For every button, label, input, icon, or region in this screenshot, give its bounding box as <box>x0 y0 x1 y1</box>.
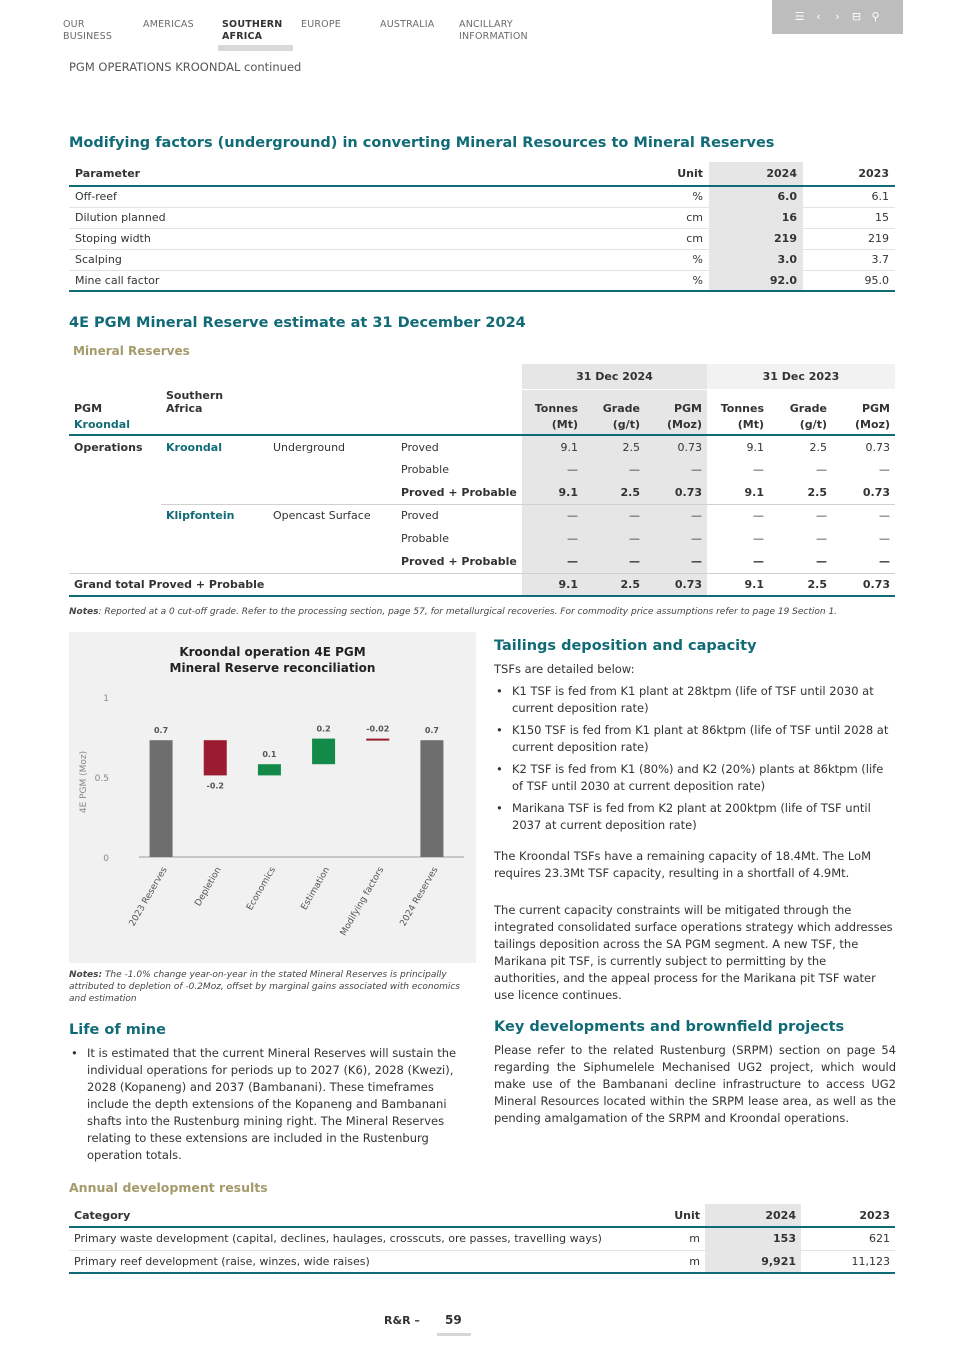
tailings-heading: Tailings deposition and capacity <box>494 638 757 654</box>
cell: 219 <box>803 228 895 249</box>
cell: 6.1 <box>803 186 895 207</box>
x-tick-label: 2024 Reserves <box>398 865 441 929</box>
tailings-para-2: The current capacity constraints will be mitigated through the integrated consolidated surface operations strategy which addresses tailings deposition across the SA PGM segment. A new TSF, the Marikana pit TSF, is currently subject to permitting by the authorities, and the appeal process for the Marikana pit TSF water use licence continues. <box>494 903 893 1002</box>
reserve-notes <box>69 606 899 618</box>
tailings-list <box>494 683 894 839</box>
mineral-reserve-table <box>69 364 895 597</box>
cell: 16 <box>709 207 803 228</box>
cell: — <box>583 458 645 481</box>
data-label: 0.1 <box>262 750 277 760</box>
operations-label: Operations <box>74 440 143 454</box>
nav-line: AFRICA <box>222 31 263 42</box>
bar-estimation <box>312 739 335 765</box>
table-row <box>69 186 895 207</box>
cell: — <box>753 532 764 545</box>
page-underline <box>437 1333 471 1336</box>
chevron-left-icon[interactable]: ‹ <box>816 10 821 23</box>
col-pgm: PGM <box>74 402 103 415</box>
cell: — <box>645 504 707 527</box>
table-row <box>69 527 895 550</box>
table-row <box>69 1227 895 1250</box>
modifying-factors-table <box>69 162 895 292</box>
x-tick-label: Estimation <box>299 865 333 913</box>
chart-notes <box>69 969 464 1005</box>
cell: — <box>879 554 890 568</box>
cell: — <box>522 550 583 573</box>
cell: — <box>879 532 890 545</box>
chart-title-line: Kroondal operation 4E PGM <box>179 645 366 659</box>
cell: m <box>629 1227 705 1250</box>
menu-icon[interactable]: ☰ <box>794 10 805 23</box>
nav-americas[interactable] <box>143 19 194 31</box>
nav-line: AUSTRALIA <box>380 19 435 30</box>
cell: — <box>583 550 645 573</box>
chart-title-line: Mineral Reserve reconciliation <box>169 661 376 675</box>
cell: — <box>522 527 583 550</box>
tailings-intro: TSFs are detailed below: <box>494 662 635 676</box>
cell: 11,123 <box>801 1250 895 1273</box>
cell: 0.73 <box>645 481 707 504</box>
cell: Off-reef <box>69 186 629 207</box>
cell: Dilution planned <box>69 207 629 228</box>
cell: — <box>645 527 707 550</box>
cell: — <box>816 509 827 523</box>
grand-total-row <box>69 573 895 596</box>
cell: — <box>522 504 583 527</box>
category: Probable <box>401 463 449 476</box>
data-label: -0.02 <box>366 724 390 734</box>
cell: cm <box>629 228 709 249</box>
period-2024: 31 Dec 2024 <box>522 364 707 389</box>
unit-pgm: (Moz) <box>855 418 890 431</box>
table-row <box>69 207 895 228</box>
cell: 3.0 <box>709 249 803 270</box>
annual-development-table <box>69 1204 895 1274</box>
nav-line: SOUTHERN <box>222 19 283 30</box>
nav-europe[interactable] <box>301 19 341 31</box>
cell: Mine call factor <box>69 270 629 291</box>
cell: 621 <box>801 1227 895 1250</box>
cell: cm <box>629 207 709 228</box>
search-icon[interactable]: ⚲ <box>871 10 880 23</box>
table-row <box>69 504 895 527</box>
table-row <box>69 481 895 504</box>
cell: Primary reef development (raise, winzes, wide raises) <box>69 1250 629 1273</box>
mine-type: Opencast Surface <box>273 509 371 523</box>
mineral-reserves-subheading: Mineral Reserves <box>73 344 190 358</box>
table-row <box>69 270 895 291</box>
unit-header-row <box>69 415 895 435</box>
cell: 0.73 <box>645 435 707 458</box>
cell: 0.73 <box>832 481 895 504</box>
grand-total-label: Grand total Proved + Probable <box>74 577 265 591</box>
nav-australia[interactable] <box>380 19 434 31</box>
col-tonnes-2024: Tonnes <box>522 389 583 415</box>
cell: — <box>645 550 707 573</box>
metric-header-row <box>69 389 895 415</box>
table-row <box>69 458 895 481</box>
col-category: Category <box>69 1204 629 1227</box>
nav-southern-africa[interactable] <box>222 19 282 43</box>
table-row <box>69 249 895 270</box>
bar-depletion <box>204 740 227 775</box>
cell: 6.0 <box>709 186 803 207</box>
data-label: -0.2 <box>206 781 224 791</box>
y-tick-label: 1 <box>103 694 109 704</box>
cell: — <box>816 554 827 568</box>
y-tick-label: 0 <box>103 854 109 864</box>
cell: 92.0 <box>709 270 803 291</box>
list-item: • K2 TSF is fed from K1 (80%) and K2 (20%) plants at 86ktpm (life of TSF until 2030 at current deposition rate) <box>494 761 894 795</box>
unit-tonnes: (Mt) <box>522 415 583 435</box>
nav-our-business[interactable] <box>63 19 112 43</box>
reconciliation-chart <box>69 632 476 963</box>
cell: 9.1 <box>746 440 764 454</box>
period-header-row <box>69 364 895 389</box>
nav-line: AMERICAS <box>143 19 194 30</box>
cell: 0.73 <box>865 440 890 454</box>
cell: 0.73 <box>862 577 890 591</box>
notes-label: Notes <box>69 607 99 617</box>
list-item: • Marikana TSF is fed from K2 plant at 200ktpm (life of TSF until 2037 at current deposition rate) <box>494 800 894 834</box>
life-of-mine-heading: Life of mine <box>69 1022 166 1038</box>
col-parameter: Parameter <box>69 162 629 186</box>
x-tick-label: 2023 Reserves <box>127 865 170 929</box>
cell: 219 <box>709 228 803 249</box>
section-subtitle: PGM OPERATIONS KROONDAL continued <box>69 60 302 74</box>
cell: — <box>583 504 645 527</box>
x-tick-label: Modifying factors <box>338 865 387 938</box>
nav-line: BUSINESS <box>63 31 113 42</box>
key-developments-text: Please refer to the related Rustenburg (SRPM) section on page 54 regarding the Siphumelele Mechanised UG2 project, which would make use of the Bambanani decline infrastructure to access UG2 Mineral Resources located within the SRPM lease area, as well as the pending amalgamation of the SRPM and Kroondal operations. <box>494 1043 896 1125</box>
mine-type: Underground <box>273 440 346 454</box>
active-nav-indicator <box>218 45 293 51</box>
data-label: 0.2 <box>316 724 331 734</box>
tailings-para-1: The Kroondal TSFs have a remaining capacity of 18.4Mt. The LoM requires 23.3Mt TSF capacity, resulting in a shortfall of 4.9Mt. <box>494 849 872 880</box>
cell: 9.1 <box>522 481 583 504</box>
list-item: • K150 TSF is fed from K1 plant at 86ktpm (life of TSF until 2028 at current deposition rate) <box>494 722 894 756</box>
bar-economics <box>258 764 281 775</box>
y-tick-label: 0.5 <box>94 774 109 784</box>
x-tick-label: Depletion <box>193 865 224 909</box>
bar-2024-reserves <box>420 740 443 857</box>
nav-line: EUROPE <box>301 19 341 30</box>
chevron-right-icon[interactable]: › <box>835 10 840 23</box>
table-header-row <box>69 162 895 186</box>
cell: — <box>522 458 583 481</box>
cell: 9.1 <box>522 573 583 596</box>
period-2023: 31 Dec 2023 <box>707 364 895 389</box>
y-axis-label: 4E PGM (Moz) <box>79 750 89 814</box>
cell: Primary waste development (capital, declines, haulages, crosscuts, ore passes, travelling ways) <box>69 1227 629 1250</box>
cell: 15 <box>803 207 895 228</box>
page-number: 59 <box>445 1313 462 1327</box>
reserve-estimate-heading: 4E PGM Mineral Reserve estimate at 31 December 2024 <box>69 315 526 331</box>
modifying-factors-heading: Modifying factors (underground) in converting Mineral Resources to Mineral Reserves <box>69 135 775 151</box>
cell: — <box>879 463 890 476</box>
chart-svg <box>69 632 476 963</box>
cell: % <box>629 270 709 291</box>
category: Proved + Probable <box>401 554 517 568</box>
unit-grade: (g/t) <box>799 418 827 431</box>
cell: % <box>629 186 709 207</box>
cell: 0.73 <box>645 573 707 596</box>
list-item: • K1 TSF is fed from K1 plant at 28ktpm (life of TSF until 2030 at current deposition rate) <box>494 683 894 717</box>
notes-text: : Reported at a 0 cut-off grade. Refer to the processing section, page 57, for metallurgical recoveries. For commodity price assumptions refer to page 19 Section 1. <box>98 607 838 617</box>
nav-line: INFORMATION <box>459 31 528 42</box>
table-row <box>69 228 895 249</box>
category: Proved + Probable <box>396 481 522 504</box>
table-header-row <box>69 1204 895 1227</box>
cell: — <box>753 463 764 476</box>
cell: — <box>879 509 890 523</box>
cell: 2.5 <box>809 440 827 454</box>
col-kroondal: Kroondal <box>74 418 130 431</box>
col-unit: Unit <box>629 1204 705 1227</box>
key-developments-heading: Key developments and brownfield projects <box>494 1019 845 1035</box>
cell: 9.1 <box>744 577 764 591</box>
nav-line: ANCILLARY <box>459 19 513 30</box>
col-grade-2023: Grade <box>789 402 827 415</box>
exit-icon[interactable]: ⊟ <box>851 10 862 23</box>
annual-development-heading: Annual development results <box>69 1180 268 1195</box>
cell: 2.5 <box>769 481 832 504</box>
cell: 2.5 <box>583 481 645 504</box>
col-region: Southern Africa <box>166 389 224 415</box>
x-tick-label: Economics <box>245 865 279 913</box>
col-2024: 2024 <box>705 1204 801 1227</box>
mine-name: Kroondal <box>166 440 222 454</box>
cell: 2.5 <box>583 435 645 458</box>
notes-label: Notes: <box>69 970 103 980</box>
unit-pgm: (Moz) <box>645 415 707 435</box>
bar-modifying-factors <box>366 739 389 741</box>
cell: — <box>583 527 645 550</box>
cell: 3.7 <box>803 249 895 270</box>
cell: — <box>753 554 764 568</box>
col-grade-2024: Grade <box>583 389 645 415</box>
cell: — <box>645 458 707 481</box>
cell: m <box>629 1250 705 1273</box>
col-2023: 2023 <box>803 162 895 186</box>
data-label: 0.7 <box>153 726 169 736</box>
nav-ancillary-information[interactable] <box>459 19 528 43</box>
unit-tonnes: (Mt) <box>737 418 764 431</box>
nav-line: OUR <box>63 19 85 30</box>
notes-text: The -1.0% change year-on-year in the stated Mineral Reserves is principally attributed to depletion of -0.2Moz, offset by marginal gains associated with economics and estimation <box>69 970 460 1004</box>
cell: 95.0 <box>803 270 895 291</box>
list-item: • It is estimated that the current Mineral Reserves will sustain the individual operations for periods up to 2027 (K6), 2028 (Kwezi), 2028 (Kopaneng) and 2037 (Bambanani). These timeframes include the depth extensions of the Kopaneng and Bambanani shafts into the Rustenburg mining right. The Mineral Reserves relating to these extensions are included in the Rustenburg operation totals. <box>69 1045 467 1164</box>
cell: — <box>753 509 764 523</box>
cell: % <box>629 249 709 270</box>
col-unit: Unit <box>629 162 709 186</box>
col-pgm-2024: PGM <box>645 389 707 415</box>
cell: — <box>816 532 827 545</box>
table-row <box>69 1250 895 1273</box>
category: Probable <box>401 532 449 545</box>
table-row <box>69 550 895 573</box>
category: Proved <box>401 509 439 523</box>
unit-grade: (g/t) <box>583 415 645 435</box>
cell: 9.1 <box>522 435 583 458</box>
cell: 153 <box>705 1227 801 1250</box>
col-2024: 2024 <box>709 162 803 186</box>
toolbar <box>772 0 903 34</box>
life-of-mine-list <box>69 1045 467 1169</box>
cell: 9.1 <box>707 481 769 504</box>
cell: 2.5 <box>807 577 827 591</box>
mine-name: Klipfontein <box>166 509 235 523</box>
cell: 9,921 <box>705 1250 801 1273</box>
cell: Stoping width <box>69 228 629 249</box>
data-label: 0.7 <box>424 726 440 736</box>
col-tonnes-2023: Tonnes <box>720 402 764 415</box>
cell: — <box>816 463 827 476</box>
cell: 2.5 <box>583 573 645 596</box>
cell: Scalping <box>69 249 629 270</box>
footer-label: R&R – <box>384 1314 420 1327</box>
col-pgm-2023: PGM <box>861 402 890 415</box>
bar-2023-reserves <box>150 740 173 857</box>
col-2023: 2023 <box>801 1204 895 1227</box>
table-row <box>69 435 895 458</box>
category: Proved <box>401 440 439 454</box>
